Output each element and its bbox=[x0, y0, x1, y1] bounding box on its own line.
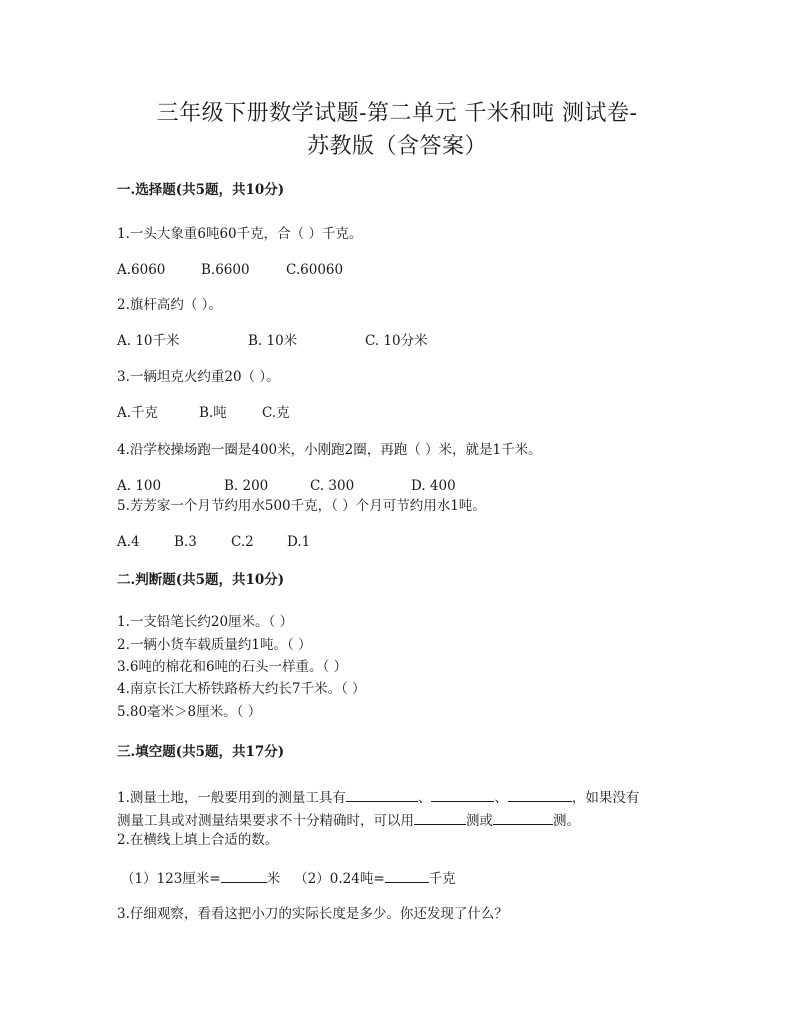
fill-q2-part2-unit: 千克 bbox=[428, 871, 456, 887]
fill-q1-text-5: 测。 bbox=[553, 813, 580, 829]
question-5-stem: 5.芳芳家一个月节约用水500千克，（ ）个月可节约用水1吨。 bbox=[117, 498, 486, 514]
answer-blank[interactable] bbox=[385, 868, 429, 883]
question-5-options bbox=[117, 533, 310, 551]
answer-blank[interactable] bbox=[414, 810, 466, 825]
question-1-options bbox=[117, 261, 343, 279]
judge-item-3: 3.6吨的棉花和6吨的石头一样重。（ ） bbox=[117, 659, 348, 675]
option-d: D. 400 bbox=[411, 478, 456, 494]
judge-item-5: 5.80毫米＞8厘米。（ ） bbox=[117, 704, 262, 720]
question-2-options bbox=[117, 332, 428, 350]
fill-q2-part2-text: （2）0.24吨= bbox=[294, 871, 385, 887]
option-a: A.6060 bbox=[117, 262, 166, 278]
question-3-stem: 3.一辆坦克火约重20（ ）。 bbox=[117, 369, 280, 385]
fill-q1-text-1: 1.测量土地，一般要用到的测量工具有 bbox=[117, 790, 346, 806]
option-b: B. 10米 bbox=[248, 333, 298, 349]
fill-q2-part1-text: （1）123厘米= bbox=[121, 871, 221, 887]
fill-question-1-line1 bbox=[117, 787, 639, 807]
fill-q1-separator: 、 bbox=[494, 790, 508, 806]
question-4-options bbox=[117, 477, 456, 495]
option-d: D.1 bbox=[287, 534, 311, 550]
fill-question-2-stem: 2.在横线上填上合适的数。 bbox=[117, 832, 279, 848]
option-a: A.千克 bbox=[117, 405, 159, 421]
page-title-line1: 三年级下册数学试题-第二单元 千米和吨 测试卷- bbox=[156, 101, 638, 126]
option-c: C.克 bbox=[262, 405, 290, 421]
question-2-stem: 2.旗杆高约（ ）。 bbox=[117, 297, 222, 313]
judge-item-2: 2.一辆小货车载质量约1吨。（ ） bbox=[117, 637, 312, 653]
section-heading-choice: 一.选择题(共5题，共10分) bbox=[117, 182, 285, 198]
fill-q1-separator: 、 bbox=[417, 790, 432, 806]
question-4-stem: 4.沿学校操场跑一圈是400米，小刚跑2圈，再跑（ ）米，就是1千米。 bbox=[117, 442, 542, 458]
option-c: C.2 bbox=[231, 534, 254, 550]
option-a: A. 100 bbox=[117, 478, 162, 494]
option-b: B.3 bbox=[174, 534, 197, 550]
answer-blank[interactable] bbox=[508, 787, 572, 802]
option-c: C. 300 bbox=[310, 478, 355, 494]
question-3-options bbox=[117, 404, 290, 422]
fill-q1-text-2: ，如果没有 bbox=[571, 790, 640, 806]
section-heading-judge: 二.判断题(共5题，共10分) bbox=[117, 572, 285, 588]
judge-item-4: 4.南京长江大桥铁路桥大约长7千米。（ ） bbox=[117, 681, 366, 697]
option-b: B. 200 bbox=[224, 478, 269, 494]
option-c: C.60060 bbox=[286, 262, 344, 278]
option-a: A. 10千米 bbox=[117, 333, 180, 349]
option-b: B.6600 bbox=[201, 262, 250, 278]
answer-blank[interactable] bbox=[346, 787, 418, 802]
answer-blank[interactable] bbox=[221, 868, 267, 883]
option-a: A.4 bbox=[117, 534, 140, 550]
option-c: C. 10分米 bbox=[365, 333, 428, 349]
fill-q1-text-4: 测或 bbox=[466, 813, 493, 829]
fill-q2-part1-unit: 米 bbox=[266, 871, 281, 887]
answer-blank[interactable] bbox=[431, 787, 494, 802]
judge-item-1: 1.一支铅笔长约20厘米。（ ） bbox=[117, 614, 294, 630]
page-title-line2: 苏教版（含答案） bbox=[306, 134, 487, 159]
fill-question-1-line2 bbox=[117, 810, 580, 830]
option-b: B.吨 bbox=[199, 405, 227, 421]
fill-question-3-stem: 3.仔细观察，看看这把小刀的实际长度是多少。你还发现了什么？ bbox=[117, 906, 508, 922]
fill-question-2-parts bbox=[121, 868, 456, 888]
section-heading-fill: 三.填空题(共5题，共17分) bbox=[117, 744, 285, 760]
fill-q1-text-3: 测量工具或对测量结果要求不十分精确时，可以用 bbox=[117, 813, 414, 829]
answer-blank[interactable] bbox=[493, 810, 553, 825]
question-1-stem: 1.一头大象重6吨60千克，合（ ）千克。 bbox=[117, 226, 363, 242]
